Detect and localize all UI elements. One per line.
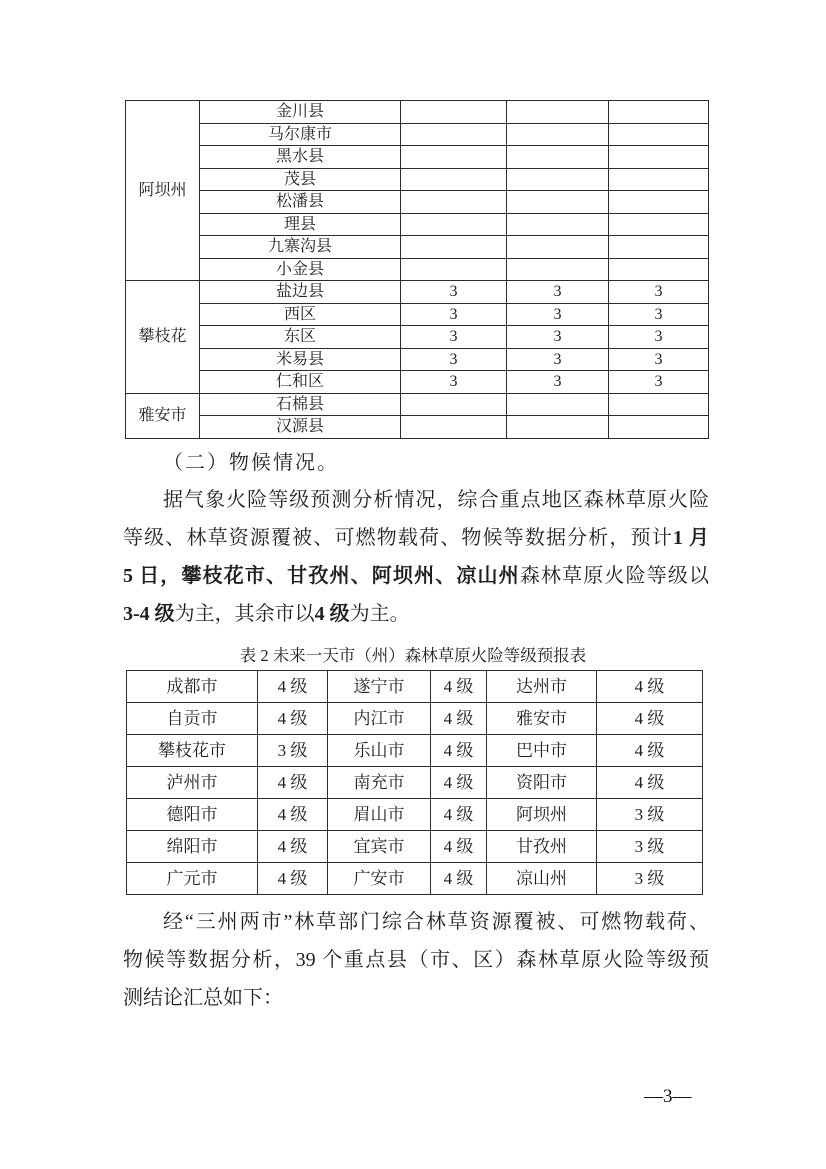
risk-value-cell bbox=[401, 123, 507, 146]
table-row bbox=[127, 799, 703, 831]
table-row bbox=[126, 168, 709, 191]
city-name-cell: 自贡市 bbox=[127, 703, 258, 735]
city-name-cell: 广元市 bbox=[127, 863, 258, 895]
risk-value-cell bbox=[507, 191, 609, 214]
risk-value-cell bbox=[507, 146, 609, 169]
risk-grade-cell: 3 级 bbox=[597, 831, 703, 863]
paragraph-line bbox=[123, 595, 709, 633]
risk-value-cell bbox=[401, 146, 507, 169]
paragraph-line bbox=[123, 557, 709, 595]
table-row bbox=[126, 123, 709, 146]
table-row bbox=[126, 236, 709, 259]
paragraph-line bbox=[123, 903, 709, 941]
risk-value-cell bbox=[609, 123, 709, 146]
text-segment: 森林草原火险等级以 bbox=[519, 565, 710, 587]
risk-grade-cell: 4 级 bbox=[258, 767, 328, 799]
table-row bbox=[127, 703, 703, 735]
county-name-cell: 西区 bbox=[200, 303, 401, 326]
table-row bbox=[126, 348, 709, 371]
risk-value-cell bbox=[609, 101, 709, 124]
risk-grade-cell: 4 级 bbox=[597, 703, 703, 735]
risk-grade-cell: 4 级 bbox=[597, 735, 703, 767]
county-name-cell: 东区 bbox=[200, 326, 401, 349]
county-name-cell: 茂县 bbox=[200, 168, 401, 191]
county-name-cell: 九寨沟县 bbox=[200, 236, 401, 259]
risk-value-cell: 3 bbox=[609, 371, 709, 394]
risk-grade-cell: 4 级 bbox=[431, 671, 487, 703]
risk-value-cell bbox=[507, 416, 609, 439]
text-segment: 物候等数据分析，39 个重点县（市、区）森林草原火险等级预 bbox=[123, 949, 709, 971]
county-name-cell: 黑水县 bbox=[200, 146, 401, 169]
city-name-cell: 广安市 bbox=[328, 863, 431, 895]
county-name-cell: 金川县 bbox=[200, 101, 401, 124]
risk-grade-cell: 4 级 bbox=[258, 703, 328, 735]
table-row bbox=[126, 213, 709, 236]
table-row bbox=[126, 191, 709, 214]
risk-value-cell: 3 bbox=[507, 326, 609, 349]
risk-value-cell bbox=[609, 213, 709, 236]
risk-grade-cell: 4 级 bbox=[431, 703, 487, 735]
city-risk-table bbox=[126, 670, 703, 895]
table-row bbox=[126, 393, 709, 416]
risk-value-cell bbox=[401, 213, 507, 236]
county-name-cell: 石棉县 bbox=[200, 393, 401, 416]
text-segment: 为主。 bbox=[349, 603, 410, 625]
risk-value-cell: 3 bbox=[401, 303, 507, 326]
city-name-cell: 南充市 bbox=[328, 767, 431, 799]
forecast-paragraph bbox=[123, 481, 709, 633]
risk-value-cell bbox=[401, 101, 507, 124]
county-name-cell: 理县 bbox=[200, 213, 401, 236]
risk-grade-cell: 4 级 bbox=[431, 799, 487, 831]
risk-grade-cell: 4 级 bbox=[431, 735, 487, 767]
risk-grade-cell: 3 级 bbox=[597, 863, 703, 895]
risk-value-cell bbox=[401, 416, 507, 439]
risk-value-cell bbox=[507, 236, 609, 259]
county-name-cell: 小金县 bbox=[200, 258, 401, 281]
risk-grade-cell: 4 级 bbox=[258, 799, 328, 831]
city-name-cell: 德阳市 bbox=[127, 799, 258, 831]
city-name-cell: 遂宁市 bbox=[328, 671, 431, 703]
risk-value-cell: 3 bbox=[609, 303, 709, 326]
table-row bbox=[126, 371, 709, 394]
risk-value-cell bbox=[507, 101, 609, 124]
section-heading: （二）物候情况。 bbox=[163, 452, 339, 474]
summary-paragraph bbox=[123, 903, 709, 1017]
city-name-cell: 攀枝花市 bbox=[127, 735, 258, 767]
city-name-cell: 凉山州 bbox=[487, 863, 597, 895]
table-row bbox=[126, 303, 709, 326]
risk-value-cell bbox=[507, 393, 609, 416]
table-row bbox=[126, 101, 709, 124]
risk-value-cell bbox=[609, 146, 709, 169]
region-group-cell: 雅安市 bbox=[126, 393, 200, 438]
city-name-cell: 内江市 bbox=[328, 703, 431, 735]
table-row bbox=[127, 831, 703, 863]
bold-text-segment: 1 月 bbox=[672, 527, 710, 549]
county-name-cell: 松潘县 bbox=[200, 191, 401, 214]
risk-value-cell bbox=[401, 168, 507, 191]
city-name-cell: 泸州市 bbox=[127, 767, 258, 799]
risk-value-cell: 3 bbox=[507, 303, 609, 326]
county-risk-table-body bbox=[126, 101, 709, 439]
risk-grade-cell: 3 级 bbox=[258, 735, 328, 767]
city-name-cell: 阿坝州 bbox=[487, 799, 597, 831]
county-name-cell: 盐边县 bbox=[200, 281, 401, 304]
risk-value-cell: 3 bbox=[609, 281, 709, 304]
risk-value-cell: 3 bbox=[401, 348, 507, 371]
city-risk-table-body bbox=[127, 671, 703, 895]
city-name-cell: 达州市 bbox=[487, 671, 597, 703]
risk-grade-cell: 3 级 bbox=[597, 799, 703, 831]
county-risk-continuation-table bbox=[125, 100, 709, 439]
paragraph-line bbox=[123, 979, 709, 1017]
text-segment: 测结论汇总如下： bbox=[123, 987, 283, 1009]
risk-value-cell: 3 bbox=[401, 371, 507, 394]
risk-value-cell bbox=[401, 393, 507, 416]
table-row bbox=[127, 767, 703, 799]
risk-value-cell bbox=[401, 258, 507, 281]
risk-value-cell bbox=[609, 168, 709, 191]
city-name-cell: 绵阳市 bbox=[127, 831, 258, 863]
paragraph-line bbox=[123, 941, 709, 979]
table-row bbox=[126, 281, 709, 304]
risk-value-cell: 3 bbox=[507, 348, 609, 371]
risk-value-cell: 3 bbox=[507, 281, 609, 304]
risk-grade-cell: 4 级 bbox=[258, 863, 328, 895]
risk-value-cell bbox=[609, 393, 709, 416]
risk-value-cell bbox=[609, 191, 709, 214]
risk-value-cell: 3 bbox=[507, 371, 609, 394]
county-name-cell: 汉源县 bbox=[200, 416, 401, 439]
risk-value-cell bbox=[401, 236, 507, 259]
table-row bbox=[127, 735, 703, 767]
risk-value-cell bbox=[609, 258, 709, 281]
risk-value-cell bbox=[401, 191, 507, 214]
city-name-cell: 甘孜州 bbox=[487, 831, 597, 863]
risk-grade-cell: 4 级 bbox=[258, 671, 328, 703]
risk-grade-cell: 4 级 bbox=[597, 767, 703, 799]
city-name-cell: 雅安市 bbox=[487, 703, 597, 735]
text-segment: 等级、林草资源覆被、可燃物载荷、物候等数据分析，预计 bbox=[123, 527, 673, 549]
text-segment: 经“三州两市”林草部门综合林草资源覆被、可燃物载荷、 bbox=[163, 911, 709, 933]
risk-value-cell: 3 bbox=[609, 326, 709, 349]
bold-text-segment: 5 日，攀枝花市、甘孜州、阿坝州、凉山州 bbox=[123, 565, 520, 587]
city-name-cell: 乐山市 bbox=[328, 735, 431, 767]
risk-grade-cell: 4 级 bbox=[258, 831, 328, 863]
risk-grade-cell: 4 级 bbox=[431, 767, 487, 799]
table-row bbox=[126, 326, 709, 349]
city-name-cell: 成都市 bbox=[127, 671, 258, 703]
table-row bbox=[126, 258, 709, 281]
county-name-cell: 米易县 bbox=[200, 348, 401, 371]
page-number: —3— bbox=[644, 1086, 692, 1107]
text-segment: 据气象火险等级预测分析情况，综合重点地区森林草原火险 bbox=[163, 489, 709, 511]
paragraph-line bbox=[123, 481, 709, 519]
text-segment: 为主，其余市以 bbox=[174, 603, 315, 625]
risk-value-cell: 3 bbox=[609, 348, 709, 371]
county-name-cell: 仁和区 bbox=[200, 371, 401, 394]
risk-value-cell bbox=[507, 258, 609, 281]
region-group-cell: 攀枝花 bbox=[126, 281, 200, 394]
table-row bbox=[126, 146, 709, 169]
bold-text-segment: 3-4 级 bbox=[123, 603, 175, 625]
table-row bbox=[127, 863, 703, 895]
table-row bbox=[127, 671, 703, 703]
risk-value-cell bbox=[507, 213, 609, 236]
paragraph-line bbox=[123, 519, 709, 557]
city-name-cell: 巴中市 bbox=[487, 735, 597, 767]
city-name-cell: 资阳市 bbox=[487, 767, 597, 799]
risk-value-cell: 3 bbox=[401, 326, 507, 349]
city-name-cell: 眉山市 bbox=[328, 799, 431, 831]
county-name-cell: 马尔康市 bbox=[200, 123, 401, 146]
table2-title: 表 2 未来一天市（州）森林草原火险等级预报表 bbox=[239, 646, 587, 665]
risk-value-cell bbox=[609, 416, 709, 439]
bold-text-segment: 4 级 bbox=[314, 603, 350, 625]
risk-value-cell bbox=[507, 123, 609, 146]
risk-grade-cell: 4 级 bbox=[431, 831, 487, 863]
risk-value-cell bbox=[609, 236, 709, 259]
risk-grade-cell: 4 级 bbox=[597, 671, 703, 703]
risk-grade-cell: 4 级 bbox=[431, 863, 487, 895]
table-row bbox=[126, 416, 709, 439]
city-name-cell: 宜宾市 bbox=[328, 831, 431, 863]
risk-value-cell bbox=[507, 168, 609, 191]
region-group-cell: 阿坝州 bbox=[126, 101, 200, 281]
risk-value-cell: 3 bbox=[401, 281, 507, 304]
